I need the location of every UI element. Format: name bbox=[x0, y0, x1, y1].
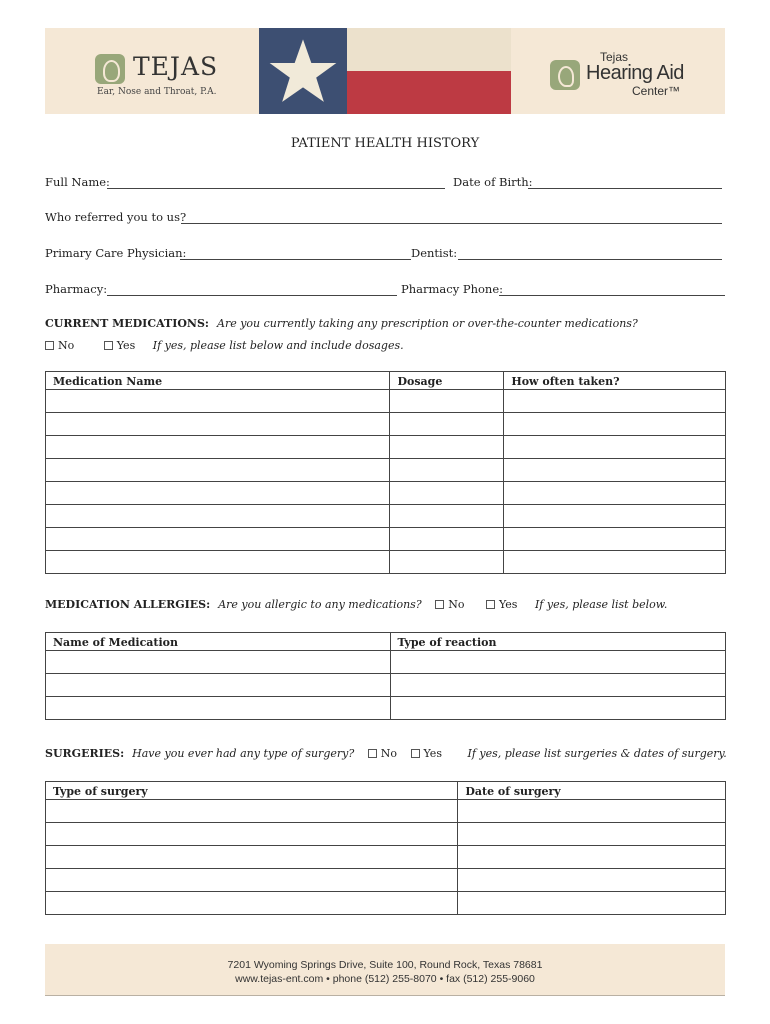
footer-banner bbox=[45, 944, 725, 996]
table-row bbox=[46, 390, 726, 413]
surgeries-question-text: Have you ever had any type of surgery? bbox=[132, 747, 355, 760]
table-cell[interactable] bbox=[504, 390, 726, 413]
current-medications-heading: CURRENT MEDICATIONS: bbox=[45, 317, 209, 330]
pharmacy-phone-field[interactable] bbox=[499, 295, 725, 296]
table-row bbox=[46, 869, 726, 892]
dob-field[interactable] bbox=[528, 188, 722, 189]
table-row bbox=[46, 459, 726, 482]
current-medications-question bbox=[45, 317, 638, 330]
current-meds-no-label: No bbox=[58, 339, 75, 352]
column-header: Medication Name bbox=[46, 372, 390, 390]
table-cell[interactable] bbox=[46, 651, 391, 674]
table-row bbox=[46, 505, 726, 528]
table-row bbox=[46, 846, 726, 869]
table-cell[interactable] bbox=[458, 846, 726, 869]
table-row bbox=[46, 674, 726, 697]
logo-line-3: Center™ bbox=[632, 84, 681, 98]
table-row bbox=[46, 823, 726, 846]
surgeries-question bbox=[45, 747, 727, 760]
table-row bbox=[46, 528, 726, 551]
allergies-heading: MEDICATION ALLERGIES: bbox=[45, 598, 211, 611]
page-title: PATIENT HEALTH HISTORY bbox=[290, 136, 480, 151]
tejas-ent-logo bbox=[95, 52, 265, 100]
hearing-aid-center-logo bbox=[550, 52, 700, 102]
table-row bbox=[46, 651, 726, 674]
logo-line-1: Tejas bbox=[600, 50, 629, 64]
table-cell[interactable] bbox=[46, 413, 390, 436]
medication-allergies-question bbox=[45, 598, 667, 611]
table-cell[interactable] bbox=[458, 869, 726, 892]
referred-label: Who referred you to us? bbox=[45, 210, 187, 224]
column-header: Dosage bbox=[390, 372, 504, 390]
full-name-row bbox=[45, 175, 725, 191]
surgeries-no-checkbox[interactable] bbox=[368, 749, 377, 758]
table-header-row bbox=[46, 372, 726, 390]
allergies-no-label: No bbox=[448, 598, 465, 611]
table-cell[interactable] bbox=[504, 413, 726, 436]
current-meds-yes-checkbox[interactable] bbox=[104, 341, 113, 350]
allergies-instruction: If yes, please list below. bbox=[534, 598, 668, 611]
table-row bbox=[46, 413, 726, 436]
table-cell[interactable] bbox=[46, 800, 458, 823]
table-cell[interactable] bbox=[390, 505, 504, 528]
column-header: Type of reaction bbox=[390, 633, 726, 651]
full-name-label: Full Name: bbox=[45, 175, 110, 189]
table-header-row bbox=[46, 633, 726, 651]
surgeries-yes-checkbox[interactable] bbox=[411, 749, 420, 758]
logo-brand-name: TEJAS bbox=[133, 52, 219, 81]
surgeries-no-label: No bbox=[380, 747, 397, 760]
table-cell[interactable] bbox=[46, 846, 458, 869]
surgeries-yes-label: Yes bbox=[423, 747, 442, 760]
table-cell[interactable] bbox=[390, 482, 504, 505]
dentist-field[interactable] bbox=[458, 259, 722, 260]
table-cell[interactable] bbox=[390, 551, 504, 574]
current-medications-question-text: Are you currently taking any prescription or over-the-counter medications? bbox=[217, 317, 638, 330]
table-cell[interactable] bbox=[504, 436, 726, 459]
table-cell[interactable] bbox=[390, 651, 726, 674]
table-cell[interactable] bbox=[504, 505, 726, 528]
allergies-yes-label: Yes bbox=[498, 598, 518, 611]
table-cell[interactable] bbox=[390, 528, 504, 551]
table-cell[interactable] bbox=[504, 459, 726, 482]
pcp-label: Primary Care Physician: bbox=[45, 246, 187, 260]
table-cell[interactable] bbox=[504, 528, 726, 551]
table-row bbox=[46, 697, 726, 720]
table-cell[interactable] bbox=[46, 528, 390, 551]
table-cell[interactable] bbox=[46, 436, 390, 459]
logo-tagline: Ear, Nose and Throat, P.A. bbox=[97, 87, 217, 97]
allergies-no-checkbox[interactable] bbox=[435, 600, 444, 609]
table-cell[interactable] bbox=[390, 390, 504, 413]
texas-flag-image bbox=[259, 28, 511, 114]
footer-contact: www.tejas-ent.com • phone (512) 255-8070 • fax (512) 255-9060 bbox=[235, 973, 535, 985]
full-name-field[interactable] bbox=[107, 188, 445, 189]
table-cell[interactable] bbox=[46, 551, 390, 574]
table-row bbox=[46, 800, 726, 823]
star-icon bbox=[267, 38, 339, 104]
table-cell[interactable] bbox=[458, 823, 726, 846]
table-row bbox=[46, 551, 726, 574]
table-row bbox=[46, 482, 726, 505]
table-cell[interactable] bbox=[46, 823, 458, 846]
pharmacy-phone-label: Pharmacy Phone: bbox=[401, 282, 504, 296]
table-cell[interactable] bbox=[390, 674, 726, 697]
table-cell[interactable] bbox=[46, 505, 390, 528]
medications-table bbox=[45, 371, 726, 574]
table-cell[interactable] bbox=[46, 482, 390, 505]
ear-icon bbox=[550, 60, 580, 90]
allergies-question-text: Are you allergic to any medications? bbox=[218, 598, 422, 611]
header-banner bbox=[45, 28, 725, 114]
table-header-row bbox=[46, 782, 726, 800]
table-cell[interactable] bbox=[458, 800, 726, 823]
column-header: Name of Medication bbox=[46, 633, 391, 651]
current-medications-options bbox=[45, 339, 404, 352]
referred-row bbox=[45, 210, 725, 226]
table-cell[interactable] bbox=[504, 482, 726, 505]
allergies-yes-checkbox[interactable] bbox=[486, 600, 495, 609]
table-cell[interactable] bbox=[390, 459, 504, 482]
referred-field[interactable] bbox=[181, 223, 722, 224]
head-profile-icon bbox=[95, 54, 125, 84]
table-cell[interactable] bbox=[46, 674, 391, 697]
surgeries-table bbox=[45, 781, 726, 915]
dentist-label: Dentist: bbox=[411, 246, 458, 260]
surgeries-instruction: If yes, please list surgeries & dates of surgery. bbox=[467, 747, 727, 760]
table-cell[interactable] bbox=[46, 892, 458, 915]
table-cell[interactable] bbox=[390, 436, 504, 459]
current-meds-no-checkbox[interactable] bbox=[45, 341, 54, 350]
table-row bbox=[46, 892, 726, 915]
column-header: Type of surgery bbox=[46, 782, 458, 800]
current-meds-instruction: If yes, please list below and include dosages. bbox=[152, 339, 404, 352]
pcp-field[interactable] bbox=[180, 259, 411, 260]
table-cell[interactable] bbox=[458, 892, 726, 915]
pharmacy-field[interactable] bbox=[107, 295, 397, 296]
footer-address: 7201 Wyoming Springs Drive, Suite 100, Round Rock, Texas 78681 bbox=[227, 959, 543, 971]
table-cell[interactable] bbox=[504, 551, 726, 574]
pharmacy-row bbox=[45, 282, 725, 298]
table-cell[interactable] bbox=[46, 697, 391, 720]
table-cell[interactable] bbox=[390, 413, 504, 436]
column-header: Date of surgery bbox=[458, 782, 726, 800]
surgeries-heading: SURGERIES: bbox=[45, 747, 125, 760]
current-meds-yes-label: Yes bbox=[116, 339, 136, 352]
allergies-table bbox=[45, 632, 726, 720]
table-cell[interactable] bbox=[390, 697, 726, 720]
column-header: How often taken? bbox=[504, 372, 726, 390]
table-cell[interactable] bbox=[46, 869, 458, 892]
table-cell[interactable] bbox=[46, 390, 390, 413]
pharmacy-label: Pharmacy: bbox=[45, 282, 108, 296]
table-row bbox=[46, 436, 726, 459]
logo-line-2: Hearing Aid bbox=[586, 62, 684, 84]
table-cell[interactable] bbox=[46, 459, 390, 482]
physician-row bbox=[45, 246, 725, 262]
dob-label: Date of Birth: bbox=[453, 175, 533, 189]
